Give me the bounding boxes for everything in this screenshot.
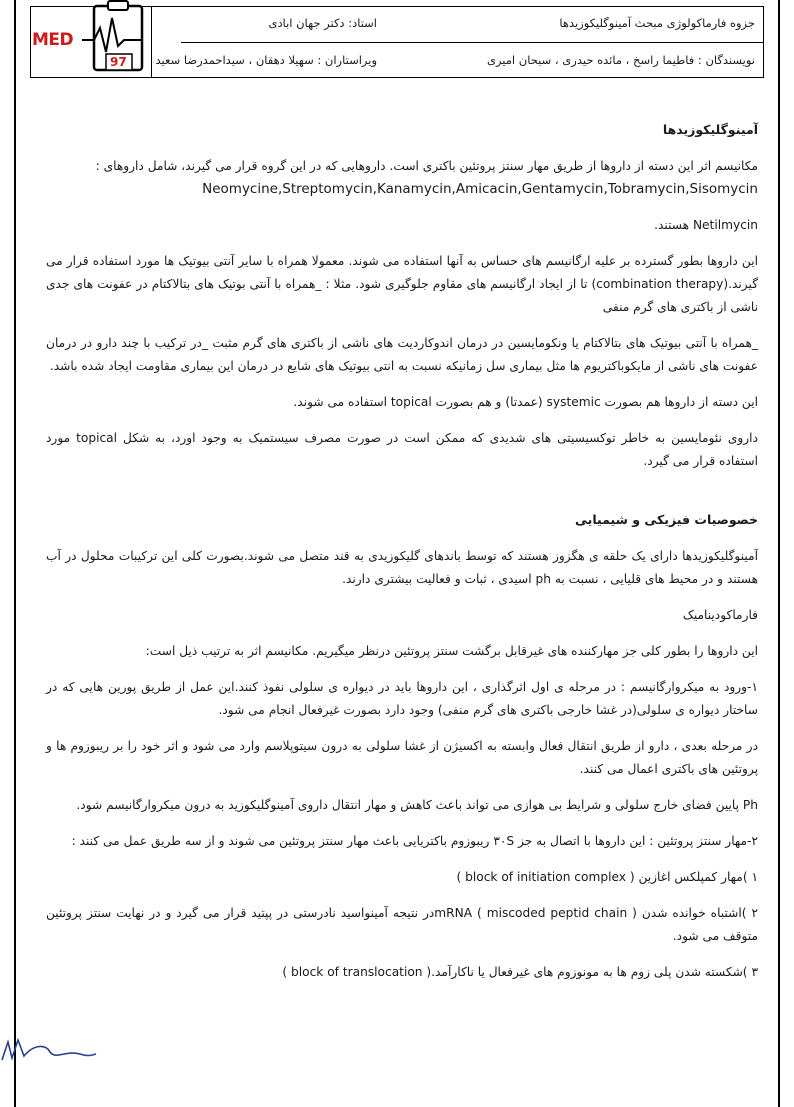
drug-list: Neomycine,Streptomycin,Kanamycin,Amicacin,Gentamycin,Tobramycin,Sisomycin [202, 181, 758, 197]
med-logo [30, 0, 150, 74]
logo-text: MED [32, 30, 74, 50]
signature-mark [0, 1030, 100, 1070]
paragraph-routes: این دسته از داروها هم بصورت systemic (عمدتا) و هم بصورت topical استفاده می شوند. [293, 395, 758, 409]
paragraph-transport: در مرحله بعدی ، دارو از طریق انتقال فعال وابسته به اکسیژن از غشا سلولی به درون سیتوپلاسم وارد می شود و اثر خود را بر ریبوزوم ها و پروتئین های باکتری اعمال می کنند. [46, 739, 758, 776]
professor-name: استاد: دکتر جهان ابادی [268, 16, 377, 30]
drug-list-end: Netilmycin هستند. [654, 218, 758, 232]
subheading-pharmacodynamics: فارماکودینامیک [682, 608, 758, 622]
authors: نویسندگان : فاطیما راسخ ، مائده حیدری ، سبحان امیری [486, 53, 755, 67]
section-title-physicochemical: خصوصیات فیزیکی و شیمیایی [574, 512, 758, 527]
booklet-title: جزوه فارماکولوژی مبحث آمینوگلیکوزیدها [559, 16, 755, 30]
list-item-2: ۲ )اشتباه خوانده شدن mRNA ( miscoded peptid chain )در نتیجه آمینواسید نادرستی در پپتید قرار می گیرد و در نهایت سنتز پروتئین متوقف می شود. [46, 906, 758, 943]
paragraph-step1: ۱-ورود به میکروارگانیسم : در مرحله ی اول اثرگذاری ، این داروها باید در دیواره ی سلولی نفوذ کنند.این عمل از طریق پورین هایی که در ساختار دیواره ی سلولی(در غشا خارجی باکتری های گرم منفی) وجود دارد بصورت غیرفعال انجام می شود. [46, 680, 758, 717]
paragraph-usage: این داروها بطور گسترده بر علیه ارگانیسم های حساس به آنها استفاده می شوند. معمولا همراه با سایر آنتی بیوتیک ها مورد استفاده قرار می گیرند.(combination therapy) تا از ایجاد ارگانیسم های مقاوم جلوگیری شود. مثلا : _همراه با آنتی بوتیک های بتالاکتام در عفونت های جدی ناشی از باکتری های گرم منفی [46, 254, 758, 314]
document-body [46, 118, 758, 997]
logo-number: 97 [110, 55, 127, 69]
editors: ویراستاران : سهیلا دهقان ، سیداحمدرضا سعید [155, 53, 377, 67]
header-logo-divider [151, 7, 152, 77]
list-item-1: ۱ )مهار کمپلکس اغازین ( block of initiation complex ) [456, 870, 758, 884]
paragraph-structure: آمینوگلیکوزیدها دارای یک حلقه ی هگزوز هستند که توسط باندهای گلیکوزیدی به قند متصل می شوند.بصورت کلی این ترکیبات محلول در آب هستند و در محیط های قلیایی ، نسبت به ph اسیدی ، ثبات و فعالیت بیشتری دارند. [46, 549, 758, 586]
list-item-3: ۳ )شکسته شدن پلی زوم ها به مونوزوم های غیرفعال یا ناکارآمد.( block of translocation ) [282, 965, 758, 979]
paragraph-inhibitors: این داروها را بطور کلی جز مهارکننده های غیرقابل برگشت سنتز پروتئین درنظر میگیریم. مکانیسم اثر به ترتیب ذیل است: [145, 644, 758, 658]
paragraph-neomycin: داروی نئومایسین به خاطر توکسیسیتی های شدیدی که ممکن است در صورت مصرف سیستمیک به وجود اورد، به شکل topical مورد استفاده قرار می گیرد. [46, 431, 758, 468]
header-divider [181, 42, 763, 43]
paragraph-ph: Ph پایین فضای خارج سلولی و شرایط بی هوازی می تواند باعث کاهش و مهار انتقال داروی آمینوگلیکوزید به درون میکروارگانیسم شود. [76, 798, 758, 812]
paragraph-mechanism: مکانیسم اثر این دسته از داروها از طریق مهار سنتز پروتئین باکتری است. داروهایی که در این گروه قرار می گیرند، شامل داروهای : [95, 159, 758, 173]
section-title-aminoglycosides: آمینوگلیکوزیدها [662, 122, 758, 137]
paragraph-step2: ۲-مهار سنتز پروتئین : این داروها با اتصال به جز ۳۰S ریبوزوم باکتریایی باعث مهار سنتز پروتئین می شوند و از سه طریق عمل می کنند : [71, 834, 758, 848]
paragraph-combinations: _همراه با آنتی بیوتیک های بتالاکتام یا ونکومایسین در درمان اندوکاردیت های ناشی از باکتری های گرم مثبت _در ترکیب با چند دارو در درمان عفونت های ناشی از مایکوباکتریوم ها مثل بیماری سل زمانیکه نسبت به انتی بیوتیک های شایع در درمان این بیماری مقاومت ایجاد شده باشد. [46, 336, 758, 373]
